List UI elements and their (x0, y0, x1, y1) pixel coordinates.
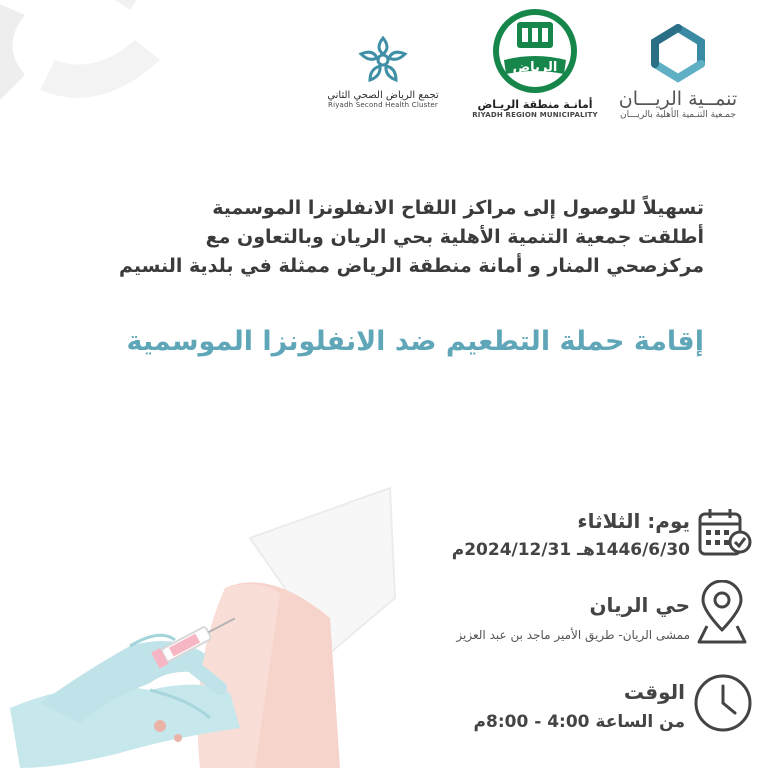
riyadh-municipality-logo (470, 8, 600, 119)
rayan-development-logo (618, 22, 738, 120)
event-day: يوم: الثلاثاء (577, 509, 690, 533)
municipality-english-name: RIYADH REGION MUNICIPALITY (472, 111, 598, 119)
vaccination-illustration (0, 478, 410, 768)
intro-line-1: تسهيلاً للوصول إلى مراكز اللقاح الانفلونزا الموسمية (212, 197, 704, 219)
municipality-arabic-name: أمانـة منطقة الريـاض (477, 98, 593, 111)
rayan-knot-icon (647, 22, 709, 84)
health-cluster-english-name: Riyadh Second Health Cluster (328, 101, 438, 109)
rayan-arabic-name: تنمــية الريـــان (618, 88, 738, 110)
time-detail: من الساعة 4:00 - 8:00م (473, 712, 685, 732)
time-title: الوقت (623, 680, 685, 704)
health-cluster-arabic-name: تجمع الرياض الصحي الثاني (327, 90, 439, 101)
intro-paragraph (40, 194, 704, 281)
calendar-check-icon (696, 506, 752, 558)
clock-icon (692, 672, 754, 734)
intro-line-2: أطلقت جمعية التنمية الأهلية بحي الريان وبالتعاون مع (205, 226, 704, 248)
health-cluster-logo (318, 34, 448, 109)
emblem-text: الرياض (512, 60, 558, 75)
location-title: حي الريان (589, 593, 690, 617)
intro-line-3: مركزصحي المنار و أمانة منطقة الرياض ممثلة في بلدية النسيم (119, 255, 704, 277)
event-date: 1446/6/30هـ 2024/12/31م (451, 540, 690, 560)
map-pin-icon (695, 580, 749, 646)
riyadh-emblem-icon (492, 8, 578, 94)
location-detail: ممشى الريان- طريق الأمير ماجد بن عبد العزيز (456, 628, 690, 642)
background-ring-decoration (0, 0, 190, 130)
rayan-arabic-subtitle: جمـعية التنـمية الأهلية بالريـــان (620, 110, 736, 120)
health-cluster-star-icon (355, 34, 411, 86)
campaign-headline: إقامة حملة التطعيم ضد الانفلونزا الموسمية (126, 326, 704, 357)
